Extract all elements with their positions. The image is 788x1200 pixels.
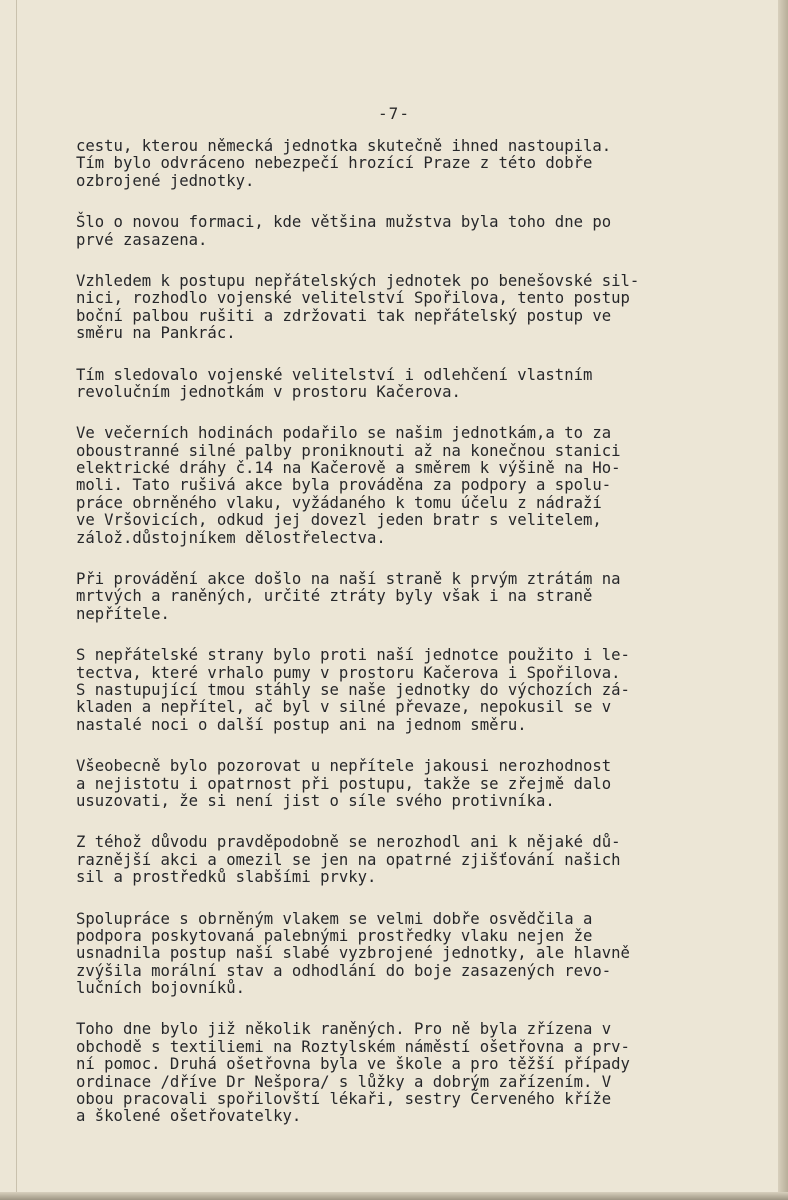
text-line: elektrické dráhy č.14 na Kačerově a směrem k výšině na Ho- — [76, 459, 621, 478]
text-line: směru na Pankrác. — [76, 324, 236, 343]
paragraph — [76, 1021, 716, 1125]
document-body — [76, 138, 716, 1150]
paragraph — [76, 425, 716, 547]
paragraph — [76, 911, 716, 998]
text-line: Spolupráce s obrněným vlakem se velmi dobře osvědčila a — [76, 909, 593, 928]
text-line: raznější akci a omezil se jen na opatrné zjišťování našich — [76, 850, 621, 869]
text-line: boční palbou rušiti a zdržovati tak nepřátelský postup ve — [76, 306, 612, 325]
text-line: Vzhledem k postupu nepřátelských jednotek po benešovské sil- — [76, 271, 640, 290]
text-line: ní pomoc. Druhá ošetřovna byla ve škole a pro těžší případy — [76, 1055, 630, 1074]
text-line: ve Vršovicích, odkud jej dovezl jeden bratr s velitelem, — [76, 511, 602, 530]
text-line: Toho dne bylo již několik raněných. Pro ně byla zřízena v — [76, 1020, 612, 1039]
text-line: a nejistotu i opatrnost při postupu, takže se zřejmě dalo — [76, 774, 612, 793]
text-line: sil a prostředků slabšími prvky. — [76, 868, 377, 887]
text-line: tectva, které vrhalo pumy v prostoru Kačerova i Spořilova. — [76, 663, 621, 682]
paragraph — [76, 647, 716, 734]
text-line: usuzovati, že si není jist o síle svého protivníka. — [76, 791, 555, 810]
paragraph — [76, 273, 716, 343]
text-line: Při provádění akce došlo na naší straně k prvým ztrátám na — [76, 570, 621, 589]
text-line: obou pracovali spořilovští lékaři, sestry Červeného kříže — [76, 1090, 612, 1109]
text-line: Šlo o novou formaci, kde většina mužstva byla toho dne po — [76, 213, 612, 232]
text-line: lučních bojovníků. — [76, 979, 245, 998]
text-line: nastalé noci o další postup ani na jednom směru. — [76, 715, 527, 734]
page-edge-right — [778, 0, 788, 1200]
binding-line — [16, 0, 17, 1200]
text-line: Ve večerních hodinách podařilo se našim jednotkám,a to za — [76, 424, 612, 443]
paragraph — [76, 758, 716, 810]
page-edge-bottom — [0, 1192, 788, 1200]
paragraph — [76, 214, 716, 249]
text-line: zvýšila morální stav a odhodlání do boje zasazených revo- — [76, 961, 612, 980]
text-line: moli. Tato rušivá akce byla prováděna za podpory a spolu- — [76, 476, 612, 495]
text-line: Z téhož důvodu pravděpodobně se nerozhodl ani k nějaké dů- — [76, 833, 621, 852]
text-line: podpora poskytovaná palebnými prostředky vlaku nejen že — [76, 926, 593, 945]
text-line: ordinace /dříve Dr Nešpora/ s lůžky a dobrým zařízením. V — [76, 1072, 612, 1091]
text-line: Tím sledovalo vojenské velitelství i odlehčení vlastním — [76, 365, 593, 384]
text-line: zálož.důstojníkem dělostřelectva. — [76, 528, 386, 547]
text-line: práce obrněného vlaku, vyžádaného k tomu účelu z nádraží — [76, 493, 602, 512]
text-line: Tím bylo odvráceno nebezpečí hrozící Praze z této dobře — [76, 154, 593, 173]
page-number: -7- — [378, 104, 410, 123]
text-line: ozbrojené jednotky. — [76, 171, 255, 190]
paragraph — [76, 367, 716, 402]
text-line: usnadnila postup naší slabé vyzbrojené jednotky, ale hlavně — [76, 944, 630, 963]
text-line: obchodě s textiliemi na Roztylském náměstí ošetřovna a prv- — [76, 1037, 630, 1056]
text-line: S nepřátelské strany bylo proti naší jednotce použito i le- — [76, 646, 630, 665]
text-line: S nastupující tmou stáhly se naše jednotky do výchozích zá- — [76, 680, 630, 699]
paragraph — [76, 138, 716, 190]
text-line: kladen a nepřítel, ač byl v silné převaze, nepokusil se v — [76, 698, 612, 717]
paragraph — [76, 834, 716, 886]
text-line: Všeobecně bylo pozorovat u nepřítele jakousi nerozhodnost — [76, 757, 612, 776]
paragraph — [76, 571, 716, 623]
text-line: nepřítele. — [76, 604, 170, 623]
text-line: mrtvých a raněných, určité ztráty byly však i na straně — [76, 587, 593, 606]
text-line: nici, rozhodlo vojenské velitelství Spořilova, tento postup — [76, 289, 630, 308]
text-line: prvé zasazena. — [76, 230, 208, 249]
text-line: cestu, kterou německá jednotka skutečně ihned nastoupila. — [76, 137, 612, 155]
text-line: revolučním jednotkám v prostoru Kačerova. — [76, 382, 461, 401]
text-line: oboustranné silné palby proniknouti až na konečnou stanici — [76, 441, 621, 460]
text-line: a školené ošetřovatelky. — [76, 1107, 302, 1126]
